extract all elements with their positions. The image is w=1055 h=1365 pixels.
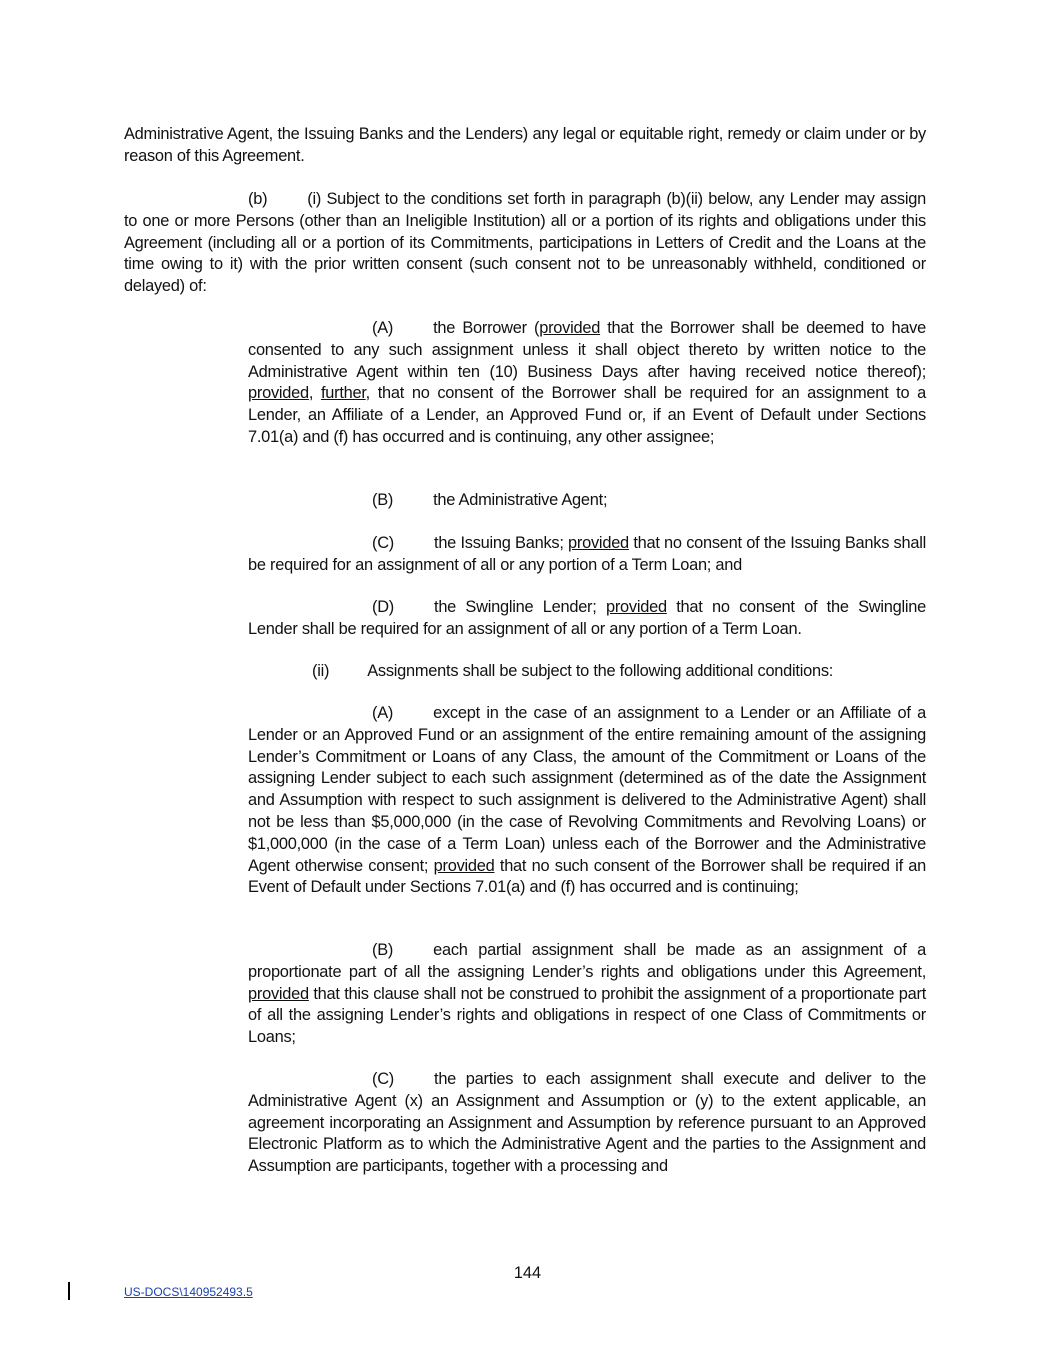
clause-label: (b) [248,190,268,208]
provided-term: provided [539,319,601,337]
paragraph-b [124,189,926,298]
clause-label: (D) [372,598,395,616]
clause-b-i-B: (B) the Administrative Agent; [372,491,608,509]
clause-b-i-D: (D) the Swingline Lender; provided that no consent of the Swingline Lender shall be required for an assignment of all or any portion of a Term Loan. [248,598,926,638]
clause-label: (B) [372,491,394,509]
change-bar [68,1282,70,1300]
clause-b-ii-C: (C) the parties to each assignment shall execute and deliver to the Administrative Agent (x) an Assignment and Assumption or (y) to the extent applicable, an agreement incorporating an Assignment and Assumption by reference pursuant to an Approved Electronic Platform as to which the Administrative Agent and the parties to the Assignment and Assumption are participants, together with a processing and [248,1070,926,1176]
provided-term: provided [433,856,495,875]
paragraph-text: Administrative Agent, the Issuing Banks and the Lenders) any legal or equitable right, remedy or claim under or by reason of this Agreement. [124,125,926,165]
clause-b-ii: (ii) Assignments shall be subject to the following additional conditions: [312,662,834,680]
further-term: further [320,384,366,403]
clause-b-ii-A: (A) except in the case of an assignment to a Lender or an Affiliate of a Lender or an Approved Fund or an assignment of the entire remaining amount of the assigning Lender’s Commitment or Loans of any Class, the amount of the Commitment or Loans of the assigning Lender subject to each such assignment (determined as of the date the Assignment and Assumption with respect to such assignment is delivered to the Administrative Agent) shall not be less than $5,000,000 (in the case of Revolving Commitments and Revolving Loans) or $1,000,000 (in the case of a Term Loan) unless each of the Borrower and the Administrative Agent otherwise consent; provided that no such consent of the Borrower shall be required if an Event of Default under Sections 7.01(a) and (f) has occurred and is continuing; [248,704,926,897]
clause-label: (A) [372,319,394,337]
provided-term: provided [248,984,309,1003]
provided-term: provided [248,384,309,403]
paragraph-continuation [124,124,926,168]
clause-label: (ii) [312,662,330,680]
clause-label: (C) [372,534,395,552]
clause-b-i-C: (C) the Issuing Banks; provided that no consent of the Issuing Banks shall be required for an assignment of all or any portion of a Term Loan; and [248,534,926,574]
clause-label: (B) [372,941,394,959]
document-id-link[interactable]: US-DOCS\140952493.5 [124,1285,253,1299]
clause-label: (C) [372,1070,395,1088]
clause-text: (i) Subject to the conditions set forth in paragraph (b)(ii) below, any Lender may assign to one or more Persons (other than an Ineligible Institution) all or a portion of its rights and obligations under this Agreement (including all or a portion of its Commitments, participations in Letters of Credit and the Loans at the time owing to it) with the prior written consent (such consent not to be unreasonably withheld, conditioned or delayed) of: [124,190,926,296]
clause-b-ii-B: (B) each partial assignment shall be made as an assignment of a proportionate part of all the assigning Lender’s rights and obligations under this Agreement, provided that this clause shall not be construed to prohibit the assignment of a proportionate part of all the assigning Lender’s rights and obligations in respect of one Class of Commitments or Loans; [248,941,926,1047]
page-number: 144 [513,1264,542,1282]
clause-b-i-A: (A) the Borrower (provided that the Borrower shall be deemed to have consented to any such assignment unless it shall object thereto by written notice to the Administrative Agent within ten (10) Business Days after having received notice thereof); provided, further, that no consent of the Borrower shall be required for an assignment to a Lender, an Affiliate of a Lender, an Approved Fund or, if an Event of Default under Sections 7.01(a) and (f) has occurred and is continuing, any other assignee; [248,319,926,446]
provided-term: provided [568,534,629,552]
clause-label: (A) [372,704,394,722]
provided-term: provided [605,598,667,616]
